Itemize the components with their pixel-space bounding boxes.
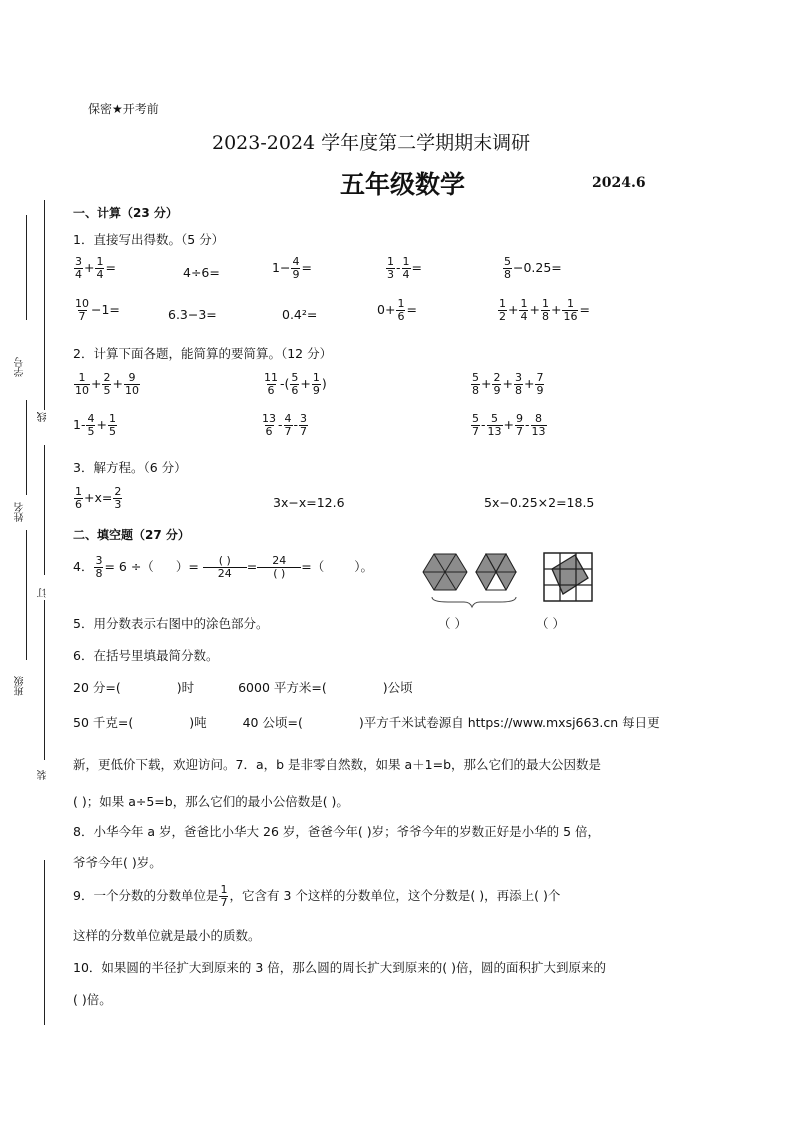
q1-item-6: $\frac{10}{7}$ −1=: [75, 297, 120, 323]
field-line-student-id: [26, 215, 27, 320]
q5-answer-1[interactable]: （ ）: [438, 616, 467, 631]
q2-expr-3: $\frac{5}{8}$ + $\frac{2}{9}$ + $\frac{3}{8}$ + $\frac{7}{9}$: [472, 371, 544, 397]
q1-item-3: 1− $\frac{4}{9}$ =: [272, 255, 312, 281]
q3-title: 3．解方程。（6 分）: [73, 460, 187, 475]
name-label: 姓名: [15, 502, 26, 522]
hexagon-2: [476, 554, 516, 590]
field-line-name: [26, 400, 27, 495]
q1-item-2: 4÷6=: [183, 265, 220, 280]
q3-equation-3: 5x−0.25×2=18.5: [484, 495, 595, 510]
field-line-class: [26, 530, 27, 660]
confidential-note: 保密★开考前: [88, 102, 159, 116]
q1-item-4: $\frac{1}{3}$ - $\frac{1}{4}$ =: [387, 255, 422, 281]
binding-mark-line: 线: [38, 412, 49, 422]
q1-item-8: 0.4²=: [282, 307, 318, 322]
q1-title: 1．直接写出得数。（5 分）: [73, 232, 225, 247]
q5-answer-2[interactable]: （ ）: [536, 616, 565, 631]
binding-line-lower: [44, 600, 45, 760]
section2-title: 二、填空题（27 分）: [73, 528, 190, 542]
q2-expr-1: $\frac{1}{10}$ + $\frac{2}{5}$ + $\frac{9}{10}$: [75, 371, 139, 397]
q9-line-1: 9．一个分数的分数单位是 $\frac{1}{7}$ ，它含有 3 个这样的分数单位，这个分数是( )，再添上( )个: [73, 883, 561, 909]
q9-line-2: 这样的分数单位就是最小的质数。: [73, 928, 261, 943]
q1-item-9: 0+ $\frac{1}{6}$ =: [377, 297, 417, 323]
q6-title: 6．在括号里填最简分数。: [73, 648, 219, 663]
q1-item-5: $\frac{5}{8}$ −0.25=: [504, 255, 562, 281]
q5-text: 5．用分数表示右图中的涂色部分。: [73, 616, 269, 631]
q7-line-1: 新，更低价下载，欢迎访问。7．a，b 是非零自然数，如果 a＋1=b，那么它们的最大公因数是: [73, 757, 602, 772]
q1-item-10: $\frac{1}{2}$ + $\frac{1}{4}$ + $\frac{1}{8}$ + $\frac{1}{16}$ =: [499, 297, 590, 323]
q4-line: 4． $\frac{3}{8}$ = 6 ÷（ ）= ( ) 24 = 24 ( ) =（ ）。: [73, 554, 374, 580]
q2-expr-2: $\frac{11}{6}$ -( $\frac{5}{6}$ + $\frac{1}{9}$ ): [264, 371, 327, 397]
q2-expr-5: $\frac{13}{6}$ - $\frac{4}{7}$ - $\frac{3}{7}$: [262, 412, 308, 438]
binding-line-mid: [44, 445, 45, 575]
q1-item-1: $\frac{3}{4}$ + $\frac{1}{4}$ =: [75, 255, 116, 281]
binding-mark-bind: 装: [38, 770, 49, 780]
q2-expr-6: $\frac{5}{7}$ - $\frac{5}{13}$ + $\frac{9}{7}$ - $\frac{8}{13}$: [472, 412, 546, 438]
q2-title: 2．计算下面各题，能简算的要简算。（12 分）: [73, 346, 333, 361]
q2-expr-4: 1- $\frac{4}{5}$ + $\frac{1}{5}$: [73, 412, 116, 438]
q6-line-2: 50 千克=( )吨 40 公顷=( )平方千米试卷源自 https://www.mxsj663.cn 每日更: [73, 715, 660, 730]
binding-line-bottom: [44, 860, 45, 1025]
exam-subject: 五年级数学: [340, 170, 466, 199]
q7-line-2: ( )；如果 a÷5=b，那么它们的最小公倍数是( )。: [73, 794, 349, 809]
ad-text: 试卷源自 https://www.mxsj663.cn 每日更: [413, 715, 660, 730]
q3-equation-1: $\frac{1}{6}$ +x= $\frac{2}{3}$: [75, 485, 122, 511]
exam-title: 2023-2024 学年度第二学期期末调研: [212, 132, 531, 154]
section1-title: 一、计算（23 分）: [73, 206, 178, 220]
q10-line-2: ( )倍。: [73, 992, 112, 1007]
grid-figure: [544, 553, 592, 601]
q10-line-1: 10．如果圆的半径扩大到原来的 3 倍，那么圆的周长扩大到原来的( )倍，圆的面积扩大到原来的: [73, 960, 607, 975]
hexagon-1: [423, 554, 467, 590]
brace: [432, 597, 516, 607]
exam-date: 2024.6: [592, 175, 646, 191]
q5-figures: [420, 550, 610, 610]
student-id-label: 学号: [15, 357, 26, 377]
binding-line-top: [44, 200, 45, 410]
binding-mark-order: 订: [38, 588, 49, 598]
q3-equation-2: 3x−x=12.6: [273, 495, 345, 510]
q8-line-2: 爷爷今年( )岁。: [73, 855, 162, 870]
q8-line-1: 8．小华今年 a 岁，爸爸比小华大 26 岁，爸爸今年( )岁；爷爷今年的岁数正好是小华的 5 倍，: [73, 824, 601, 839]
class-label: 班级: [15, 676, 26, 696]
q1-item-7: 6.3−3=: [168, 307, 217, 322]
q6-line-1: 20 分=( )时 6000 平方米=( )公顷: [73, 680, 413, 695]
